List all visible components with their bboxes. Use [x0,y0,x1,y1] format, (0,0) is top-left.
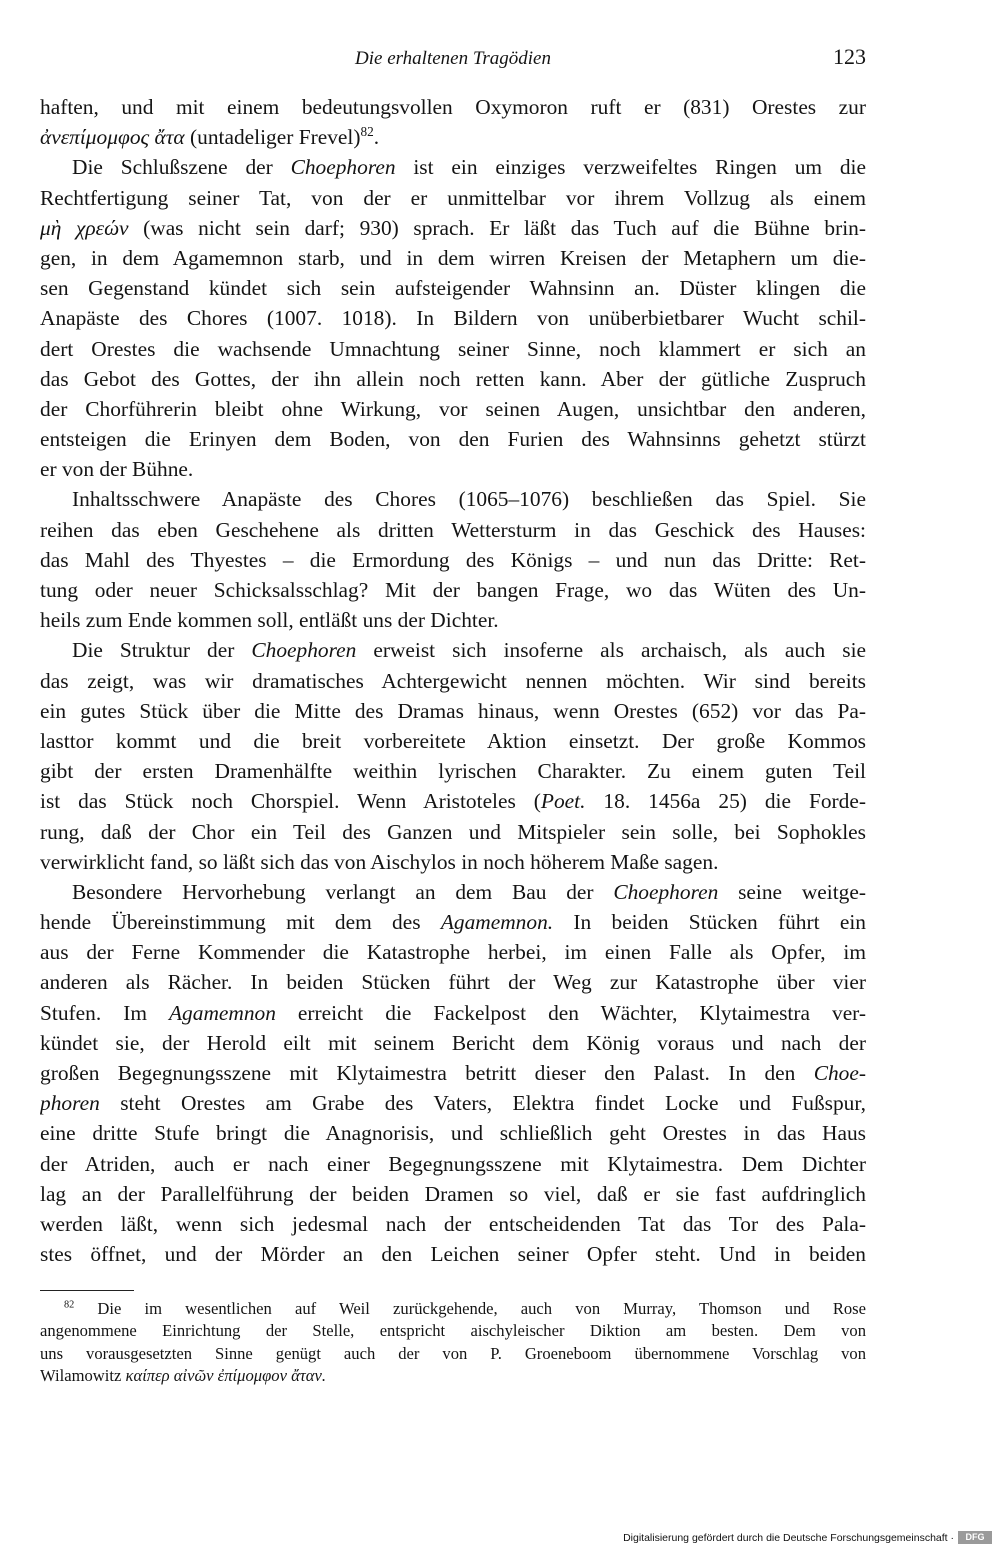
text-line: μὴ χρεών (was nicht sein darf; 930) sprach. Er läßt das Tuch auf die Bühne brin- [40,215,866,240]
text-line: haften, und mit einem bedeutungsvollen Oxymoron ruft er (831) Orestes zur [40,95,866,119]
text-line: ἀνεπίμομφος ἄτα (untadeliger Frevel)$^{82}$. [40,124,380,150]
footnote-line: uns vorausgesetzten Sinne genügt auch der von P. Groeneboom übernommene Vorschlag von [40,1343,866,1363]
text-line: werden läßt, wenn sich jedesmal nach der entscheidenden Tat das Tor des Pala- [40,1211,866,1236]
text-line: entsteigen die Erinyen dem Boden, von den Furien des Wahnsinns gehetzt stürzt [40,427,866,452]
text-line: Die Schlußszene der Choephoren ist ein einziges verzweifeltes Ringen um die [72,155,866,180]
greek-phrase: καίπερ αἰνῶν ἐπίμομφον ἄταν. [125,1366,326,1386]
dfg-logo-icon: DFG [958,1531,992,1544]
text-line: das Gebot des Gottes, der ihn allein noch retten kann. Aber der gütliche Zuspruch [40,366,866,391]
text-line: reihen das eben Geschehene als dritten Wettersturm in das Geschick des Hauses: [40,517,866,542]
digitization-credit: Digitalisierung gefördert durch die Deutsche Forschungsgemeinschaft · [623,1532,954,1544]
page-number: 123 [833,44,866,69]
footnote-line: angenommene Einrichtung der Stelle, entspricht aischyleischer Diktion am besten. Dem von [40,1321,866,1341]
text-line: rung, daß der Chor ein Teil des Ganzen und Mitspieler sein solle, bei Sophokles [40,819,866,844]
footnote-divider [40,1290,134,1291]
text-line: aus der Ferne Kommender die Katastrophe herbei, im einen Falle als Opfer, im [40,940,866,965]
text-line: phoren steht Orestes am Grabe des Vaters, Elektra findet Locke und Fußspur, [40,1091,866,1116]
text-line: ein gutes Stück über die Mitte des Dramas hinaus, wenn Orestes (652) vor das Pa- [40,698,866,723]
text-line: heils zum Ende kommen soll, entläßt uns der Dichter. [40,608,499,633]
text-line: Stufen. Im Agamemnon erreicht die Fackelpost den Wächter, Klytaimestra ver- [40,1000,866,1025]
text-line: Die Struktur der Choephoren erweist sich insoferne als archaisch, als auch sie [72,638,866,663]
footnote [40,1298,866,1388]
text-line: anderen als Rächer. In beiden Stücken führt der Weg zur Katastrophe über vier [40,970,866,995]
text-line: Rechtfertigung seiner Tat, von der er unmittelbar vor ihrem Vollzug als einem [40,185,866,210]
text-line: verwirklicht fand, so läßt sich das von Aischylos in noch höherem Maße sagen. [40,849,719,874]
footnote-line: $^{82}$ Die im wesentlichen auf Weil zurückgehende, auch von Murray, Thomson und Rose [64,1299,866,1318]
text-line: lasttor kommt und die breit vorbereitete Aktion einsetzt. Der große Kommos [40,728,866,753]
text-line: kündet sie, der Herold eilt mit seinem Bericht dem König voraus und nach der [40,1030,866,1055]
text-line: sen Gegenstand kündet sich sein aufsteigender Wahnsinn an. Düster klingen die [40,276,866,301]
text-line: der Chorführerin bleibt ohne Wirkung, vor seinen Augen, unsichtbar den anderen, [40,396,866,421]
text-line: ist das Stück noch Chorspiel. Wenn Aristoteles (Poet. 18. 1456a 25) die Forde- [40,789,866,814]
text-line: Besondere Hervorhebung verlangt an dem Bau der Choephoren seine weitge- [72,879,866,904]
text-line: eine dritte Stufe bringt die Anagnorisis, und schließlich geht Orestes in das Haus [40,1121,866,1146]
text-line: gibt der ersten Dramenhälfte weithin lyrischen Charakter. Zu einem guten Teil [40,759,866,784]
text-line: das zeigt, was wir dramatisches Achtergewicht nennen möchten. Wir sind bereits [40,668,866,693]
footnote-line: Wilamowitz καίπερ αἰνῶν ἐπίμομφον ἄταν. [40,1366,326,1386]
text-line: stes öffnet, und der Mörder an den Leichen seiner Opfer steht. Und in beiden [40,1242,866,1267]
running-title: Die erhaltenen Tragödien [355,48,551,69]
greek-phrase: μὴ χρεών [40,215,129,240]
text-line: tung oder neuer Schicksalsschlag? Mit der bangen Frage, wo das Wüten des Un- [40,578,866,602]
text-line: dert Orestes die wachsende Umnachtung seiner Sinne, noch klammert er sich an [40,336,866,361]
text-line: Anapäste des Chores (1007. 1018). In Bildern von unüberbietbarer Wucht schil- [40,306,866,331]
footnote-marker: 82 [64,1299,75,1311]
text-line: er von der Bühne. [40,457,194,482]
text-line: das Mahl des Thyestes – die Ermordung des Königs – und nun das Dritte: Ret- [40,547,866,572]
text-line: gen, in dem Agamemnon starb, und in dem wirren Kreisen der Metaphern um die- [40,245,866,270]
footnote-ref: 82 [360,124,374,140]
text-line: großen Begegnungsszene mit Klytaimestra betritt dieser den Palast. In den Choe- [40,1061,866,1085]
text-line: lag an der Parallelführung der beiden Dramen so viel, daß er sie fast aufdringlich [40,1181,866,1206]
body-text [40,92,866,1269]
text-line: Inhaltsschwere Anapäste des Chores (1065–1076) beschließen das Spiel. Sie [72,487,866,512]
greek-phrase: ἀνεπίμομφος ἄτα [40,125,185,150]
page-header [40,44,866,74]
text-line: hende Übereinstimmung mit dem des Agamemnon. In beiden Stücken führt ein [40,910,866,935]
text-line: der Atriden, auch er nach einer Begegnungsszene mit Klytaimestra. Dem Dichter [40,1151,866,1176]
